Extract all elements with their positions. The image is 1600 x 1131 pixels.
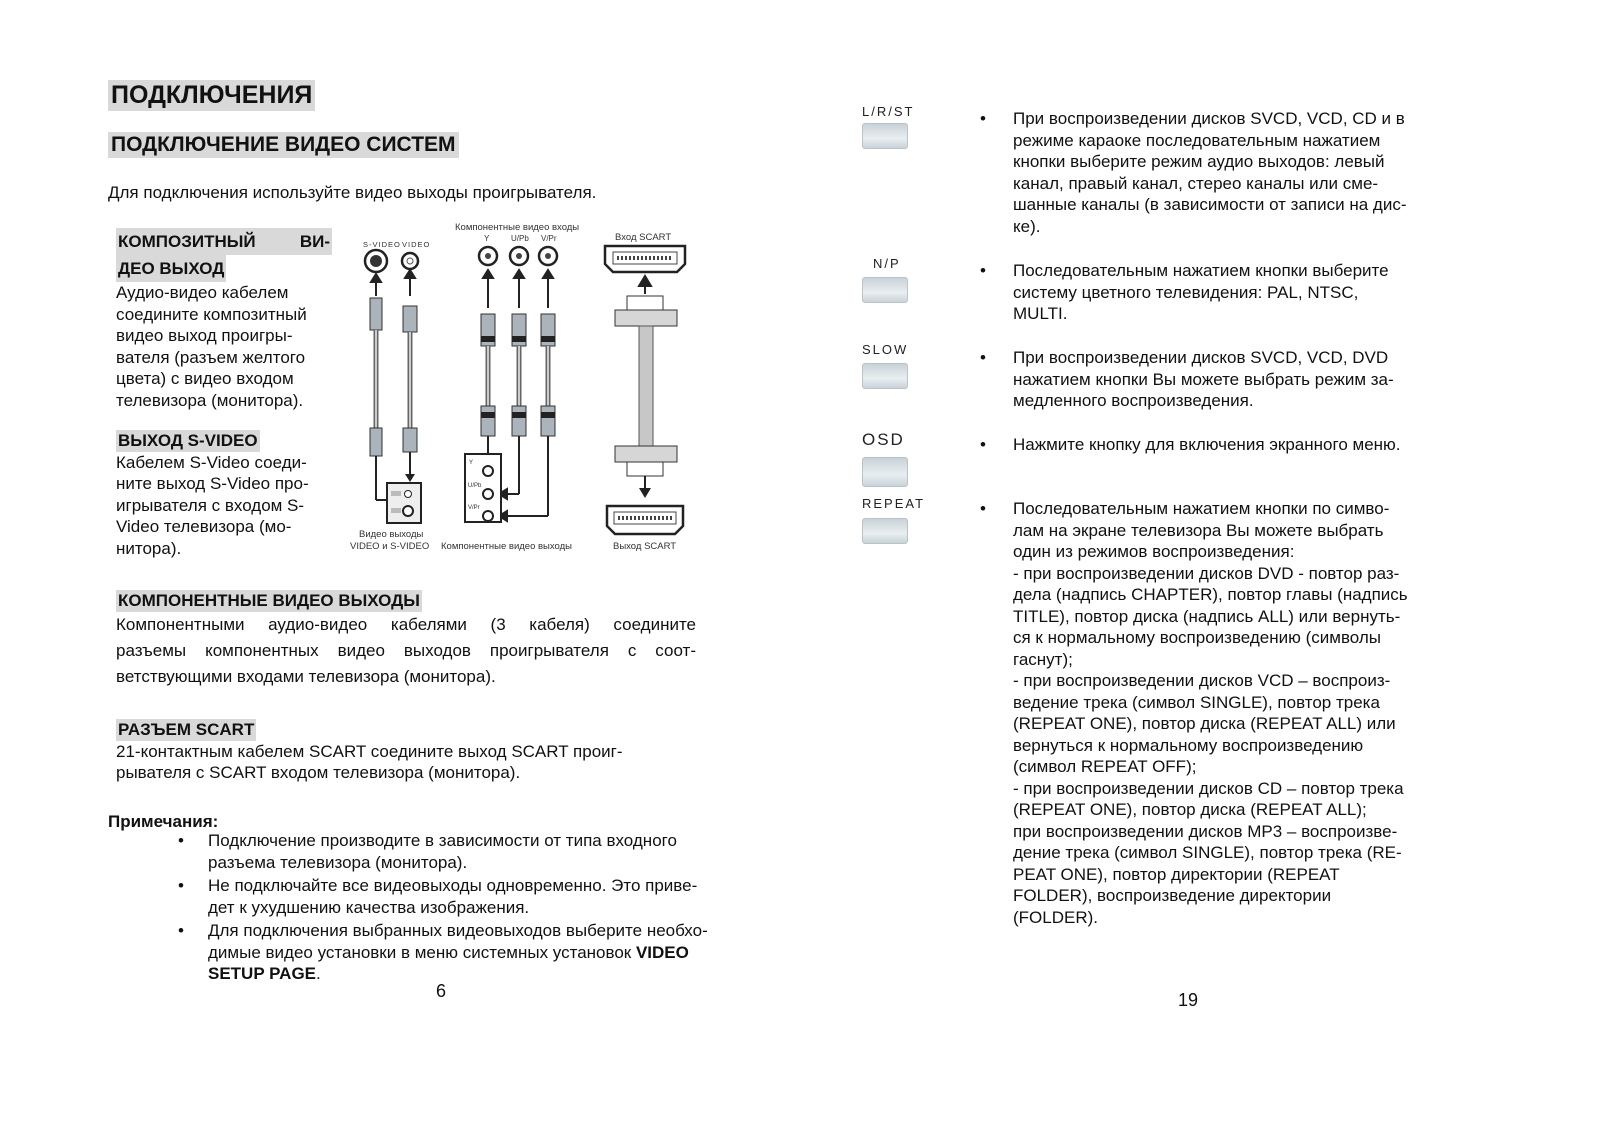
desc-line: дение трека (символ SINGLE), повтор трека (RE- [1013, 843, 1402, 862]
np-label: N/P [873, 256, 901, 271]
player-component-outputs-icon [465, 454, 501, 522]
osd-description [980, 434, 1453, 456]
component-jacks-top-icon [479, 247, 557, 265]
desc-line: один из режимов воспроизведения: [1013, 542, 1295, 561]
note-item [178, 875, 763, 918]
composite-line: телевизора (монитора). [116, 390, 304, 410]
desc-line: PEAT ONE), повтор директории (REPEAT [1013, 864, 1340, 884]
label-component-outputs: Компонентные видео выходы [441, 541, 572, 552]
bullet-icon: • [178, 921, 184, 940]
desc-line: режиме караоке последовательным нажатием [1013, 130, 1381, 150]
note-bold: SETUP PAGE [208, 964, 317, 983]
scart-out-connector-icon [607, 506, 683, 534]
jack-label-y: Y [469, 460, 474, 466]
desc-line: гаснут); [1013, 649, 1073, 669]
desc-line: При воспроизведении дисков SVCD, VCD, CD и в [1013, 109, 1405, 128]
composite-line: Аудио-видео кабелем [116, 283, 289, 302]
section-title: ПОДКЛЮЧЕНИЕ ВИДЕО СИСТЕМ [108, 132, 459, 158]
desc-line: Последовательным нажатием кнопки выберите [1013, 261, 1389, 280]
bullet-icon: • [980, 435, 986, 454]
desc-line: дела (надпись CHAPTER), повтор главы (надпись [1013, 585, 1408, 604]
scart-section [116, 719, 623, 784]
player-video-outputs-icon [387, 483, 421, 523]
label-video-outputs-2: VIDEO и S-VIDEO [350, 541, 430, 552]
note-line: Не подключайте все видеовыходы одновременно. Это приве- [208, 876, 698, 895]
svideo-jack-icon [365, 250, 387, 272]
label-y: Y [484, 234, 490, 243]
desc-line: TITLE), повтор диска (надпись ALL) или вернуть- [1013, 606, 1401, 626]
component-section [116, 590, 696, 690]
desc-line: Последовательным нажатием кнопки по симво- [1013, 499, 1390, 518]
svideo-cable-icon [370, 298, 403, 505]
desc-line: нажатием кнопки Вы можете выбрать режим за- [1013, 369, 1394, 389]
composite-section [116, 228, 331, 411]
label-scart-in: Вход SCART [615, 232, 672, 243]
scart-line: рывателя с SCART входом телевизора (монитора). [116, 763, 521, 782]
note-line: димые видео установки в меню системных установок [208, 942, 636, 962]
intro-text: Для подключения используйте видео выходы проигрывателя. [108, 183, 597, 202]
video-jack-icon [402, 253, 418, 269]
bullet-icon: • [178, 831, 184, 850]
bullet-icon: • [178, 876, 184, 895]
scart-line: 21-контактным кабелем SCART соедините выход SCART проиг- [116, 741, 623, 761]
note-item [178, 830, 763, 873]
desc-line: - при воспроизведении дисков CD – повтор трека [1013, 778, 1404, 798]
page-number-right: 19 [1178, 990, 1199, 1010]
desc-line: ке). [1013, 216, 1041, 236]
desc-line: - при воспроизведении дисков VCD – воспроиз- [1013, 671, 1391, 690]
desc-line: вернуться к нормальному воспроизведению [1013, 735, 1364, 755]
desc-line: при воспроизведении дисков MP3 – воспроизве- [1013, 821, 1398, 841]
desc-line: медленного воспроизведения. [1013, 391, 1254, 410]
desc-line: (FOLDER). [1013, 907, 1098, 927]
composite-heading-line2: ДЕО ВЫХОД [116, 255, 226, 282]
repeat-button-icon [862, 518, 908, 544]
desc-line: шанные каналы (в зависимости от записи на дис- [1013, 195, 1407, 214]
jack-label-vpr: V/Pr [468, 505, 480, 511]
lrst-label: L/R/ST [862, 104, 915, 119]
desc-line: - при воспроизведении дисков DVD - повтор раз- [1013, 563, 1400, 583]
jack-label-upb: U/Pb [468, 483, 482, 489]
lrst-button-icon [862, 123, 908, 149]
svideo-line: Video телевизора (мо- [116, 517, 292, 536]
page-title: ПОДКЛЮЧЕНИЯ [108, 80, 315, 111]
composite-line: видео выход проигры- [116, 326, 293, 345]
desc-line: кнопки выберите режим аудио выходов: левый [1013, 152, 1385, 171]
component-line: ветствующими входами телевизора (монитора). [116, 666, 496, 686]
note-line: дет к ухудшению качества изображения. [208, 897, 530, 917]
scart-heading: РАЗЪЕМ SCART [118, 720, 255, 739]
desc-line: (REPEAT ONE), повтор диска (REPEAT ALL) или [1013, 714, 1396, 733]
desc-line: систему цветного телевидения: PAL, NTSC, [1013, 282, 1359, 302]
desc-line: FOLDER), воспроизведение директории [1013, 886, 1332, 905]
scart-cable-icon [615, 296, 677, 498]
label-component-inputs: Компонентные видео входы [455, 222, 580, 233]
note-line: Для подключения выбранных видеовыходов выберите необхо- [208, 921, 708, 940]
note-item [178, 920, 763, 985]
label-video: VIDEO [402, 240, 431, 249]
connection-diagram [345, 218, 705, 568]
desc-line: ведение трека (символ SINGLE), повтор трека [1013, 692, 1380, 712]
page-number-left: 6 [436, 981, 447, 1001]
svideo-line: игрывателя с входом S- [116, 495, 305, 515]
note-end: . [316, 964, 321, 983]
scart-in-connector-icon [605, 246, 685, 272]
composite-line: соедините композитный [116, 304, 307, 324]
label-scart-out: Выход SCART [613, 541, 677, 552]
np-description [980, 260, 1453, 325]
svideo-line: нитора). [116, 538, 182, 558]
desc-line: лам на экране телевизора Вы можете выбрать [1013, 520, 1384, 540]
bullet-icon: • [980, 261, 986, 280]
desc-line: Нажмите кнопку для включения экранного меню. [1013, 435, 1401, 454]
component-line: разъемы компонентных видео выходов проигрывателя с соот- [116, 640, 696, 660]
notes-title: Примечания: [108, 812, 219, 831]
svideo-line: ните выход S-Video про- [116, 474, 309, 493]
bullet-icon: • [980, 499, 986, 518]
composite-line: цвета) с видео входом [116, 369, 294, 388]
osd-button-icon [862, 457, 908, 487]
repeat-description [980, 498, 1453, 928]
desc-line: ся к нормальному воспроизведению (символы [1013, 628, 1382, 647]
desc-line: При воспроизведении дисков SVCD, VCD, DVD [1013, 348, 1389, 367]
video-cable-icon [403, 306, 417, 482]
bullet-icon: • [980, 348, 986, 367]
osd-label: OSD [862, 430, 905, 449]
repeat-label: REPEAT [862, 496, 926, 511]
lrst-description [980, 108, 1453, 237]
label-vpr: V/Pr [541, 234, 557, 243]
svideo-section [116, 430, 331, 559]
slow-description [980, 347, 1453, 412]
np-button-icon [862, 277, 908, 303]
slow-button-icon [862, 363, 908, 389]
desc-line: (REPEAT ONE), повтор диска (REPEAT ALL); [1013, 800, 1367, 819]
bullet-icon: • [980, 109, 986, 128]
component-line: Компонентными аудио-видео кабелями (3 кабеля) соедините [116, 614, 696, 634]
slow-label: SLOW [862, 342, 909, 357]
composite-line: вателя (разъем желтого [116, 347, 306, 367]
desc-line: (символ REPEAT OFF); [1013, 757, 1197, 776]
notes-list [178, 830, 763, 987]
svideo-line: Кабелем S-Video соеди- [116, 452, 307, 472]
label-video-outputs-1: Видео выходы [359, 529, 424, 540]
composite-heading-line1: КОМПОЗИТНЫЙ ВИ- [116, 228, 332, 255]
desc-line: канал, правый канал, стерео каналы или сме- [1013, 173, 1379, 193]
svideo-heading: ВЫХОД S-VIDEO [118, 431, 258, 450]
component-heading: КОМПОНЕНТНЫЕ ВИДЕО ВЫХОДЫ [118, 591, 420, 610]
note-line: Подключение производите в зависимости от типа входного [208, 831, 677, 850]
label-upb: U/Pb [511, 234, 529, 243]
note-line: разъема телевизора (монитора). [208, 852, 468, 872]
note-bold: VIDEO [635, 942, 689, 962]
label-svideo: S-VIDEO [363, 240, 401, 249]
desc-line: MULTI. [1013, 304, 1068, 323]
